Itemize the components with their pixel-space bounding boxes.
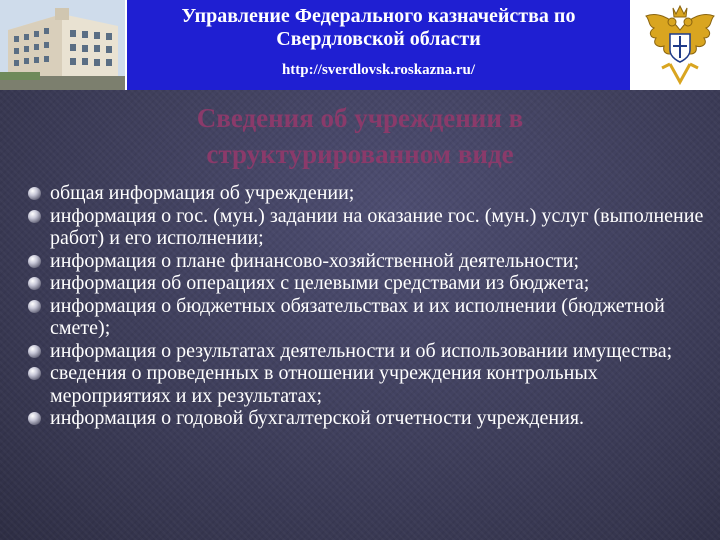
organization-name-line2: Свердловской области <box>276 28 481 50</box>
list-item-text: информация о бюджетных обязательствах и их исполнении (бюджетной смете); <box>50 294 665 339</box>
list-item <box>28 362 708 407</box>
sphere-bullet-icon <box>28 300 41 313</box>
slide-title-line2: структурированном виде <box>206 139 514 169</box>
list-item-text: информация о плане финансово-хозяйственной деятельности; <box>50 249 580 272</box>
sphere-bullet-icon <box>28 255 41 268</box>
list-item <box>28 205 708 250</box>
eagle-emblem-icon <box>640 2 720 88</box>
list-item-text: информация о годовой бухгалтерской отчетности учреждения. <box>50 407 585 429</box>
list-item <box>28 295 708 340</box>
list-item <box>28 250 708 273</box>
list-item-text: информация о результатах деятельности и об использовании имущества; <box>50 339 673 362</box>
list-item <box>28 182 708 205</box>
sphere-bullet-icon <box>28 345 41 358</box>
list-item <box>28 407 708 430</box>
slide-title-line1: Сведения об учреждении в <box>196 103 524 133</box>
building-photo <box>0 0 125 90</box>
slide-title <box>80 100 640 172</box>
sphere-bullet-icon <box>28 412 41 425</box>
organization-banner <box>127 0 630 90</box>
list-item <box>28 340 708 363</box>
list-item-text: общая информация об учреждении; <box>50 182 355 204</box>
info-list <box>28 182 708 430</box>
sphere-bullet-icon <box>28 187 41 200</box>
list-item-text: сведения о проведенных в отношении учреждения контрольных мероприятиях и их результатах; <box>50 362 598 407</box>
header-banner <box>0 0 720 90</box>
organization-name-line1: Управление Федерального казначейства по <box>181 5 576 27</box>
list-item-text: информация об операциях с целевыми средствами из бюджета; <box>50 272 590 294</box>
list-item-text: информация о гос. (мун.) задании на оказание гос. (мун.) услуг (выполнение работ) и его исполнении; <box>50 204 704 249</box>
list-item <box>28 272 708 295</box>
sphere-bullet-icon <box>28 210 41 223</box>
website-url: http://sverdlovsk.roskazna.ru/ <box>281 62 476 78</box>
sphere-bullet-icon <box>28 277 41 290</box>
sphere-bullet-icon <box>28 367 41 380</box>
